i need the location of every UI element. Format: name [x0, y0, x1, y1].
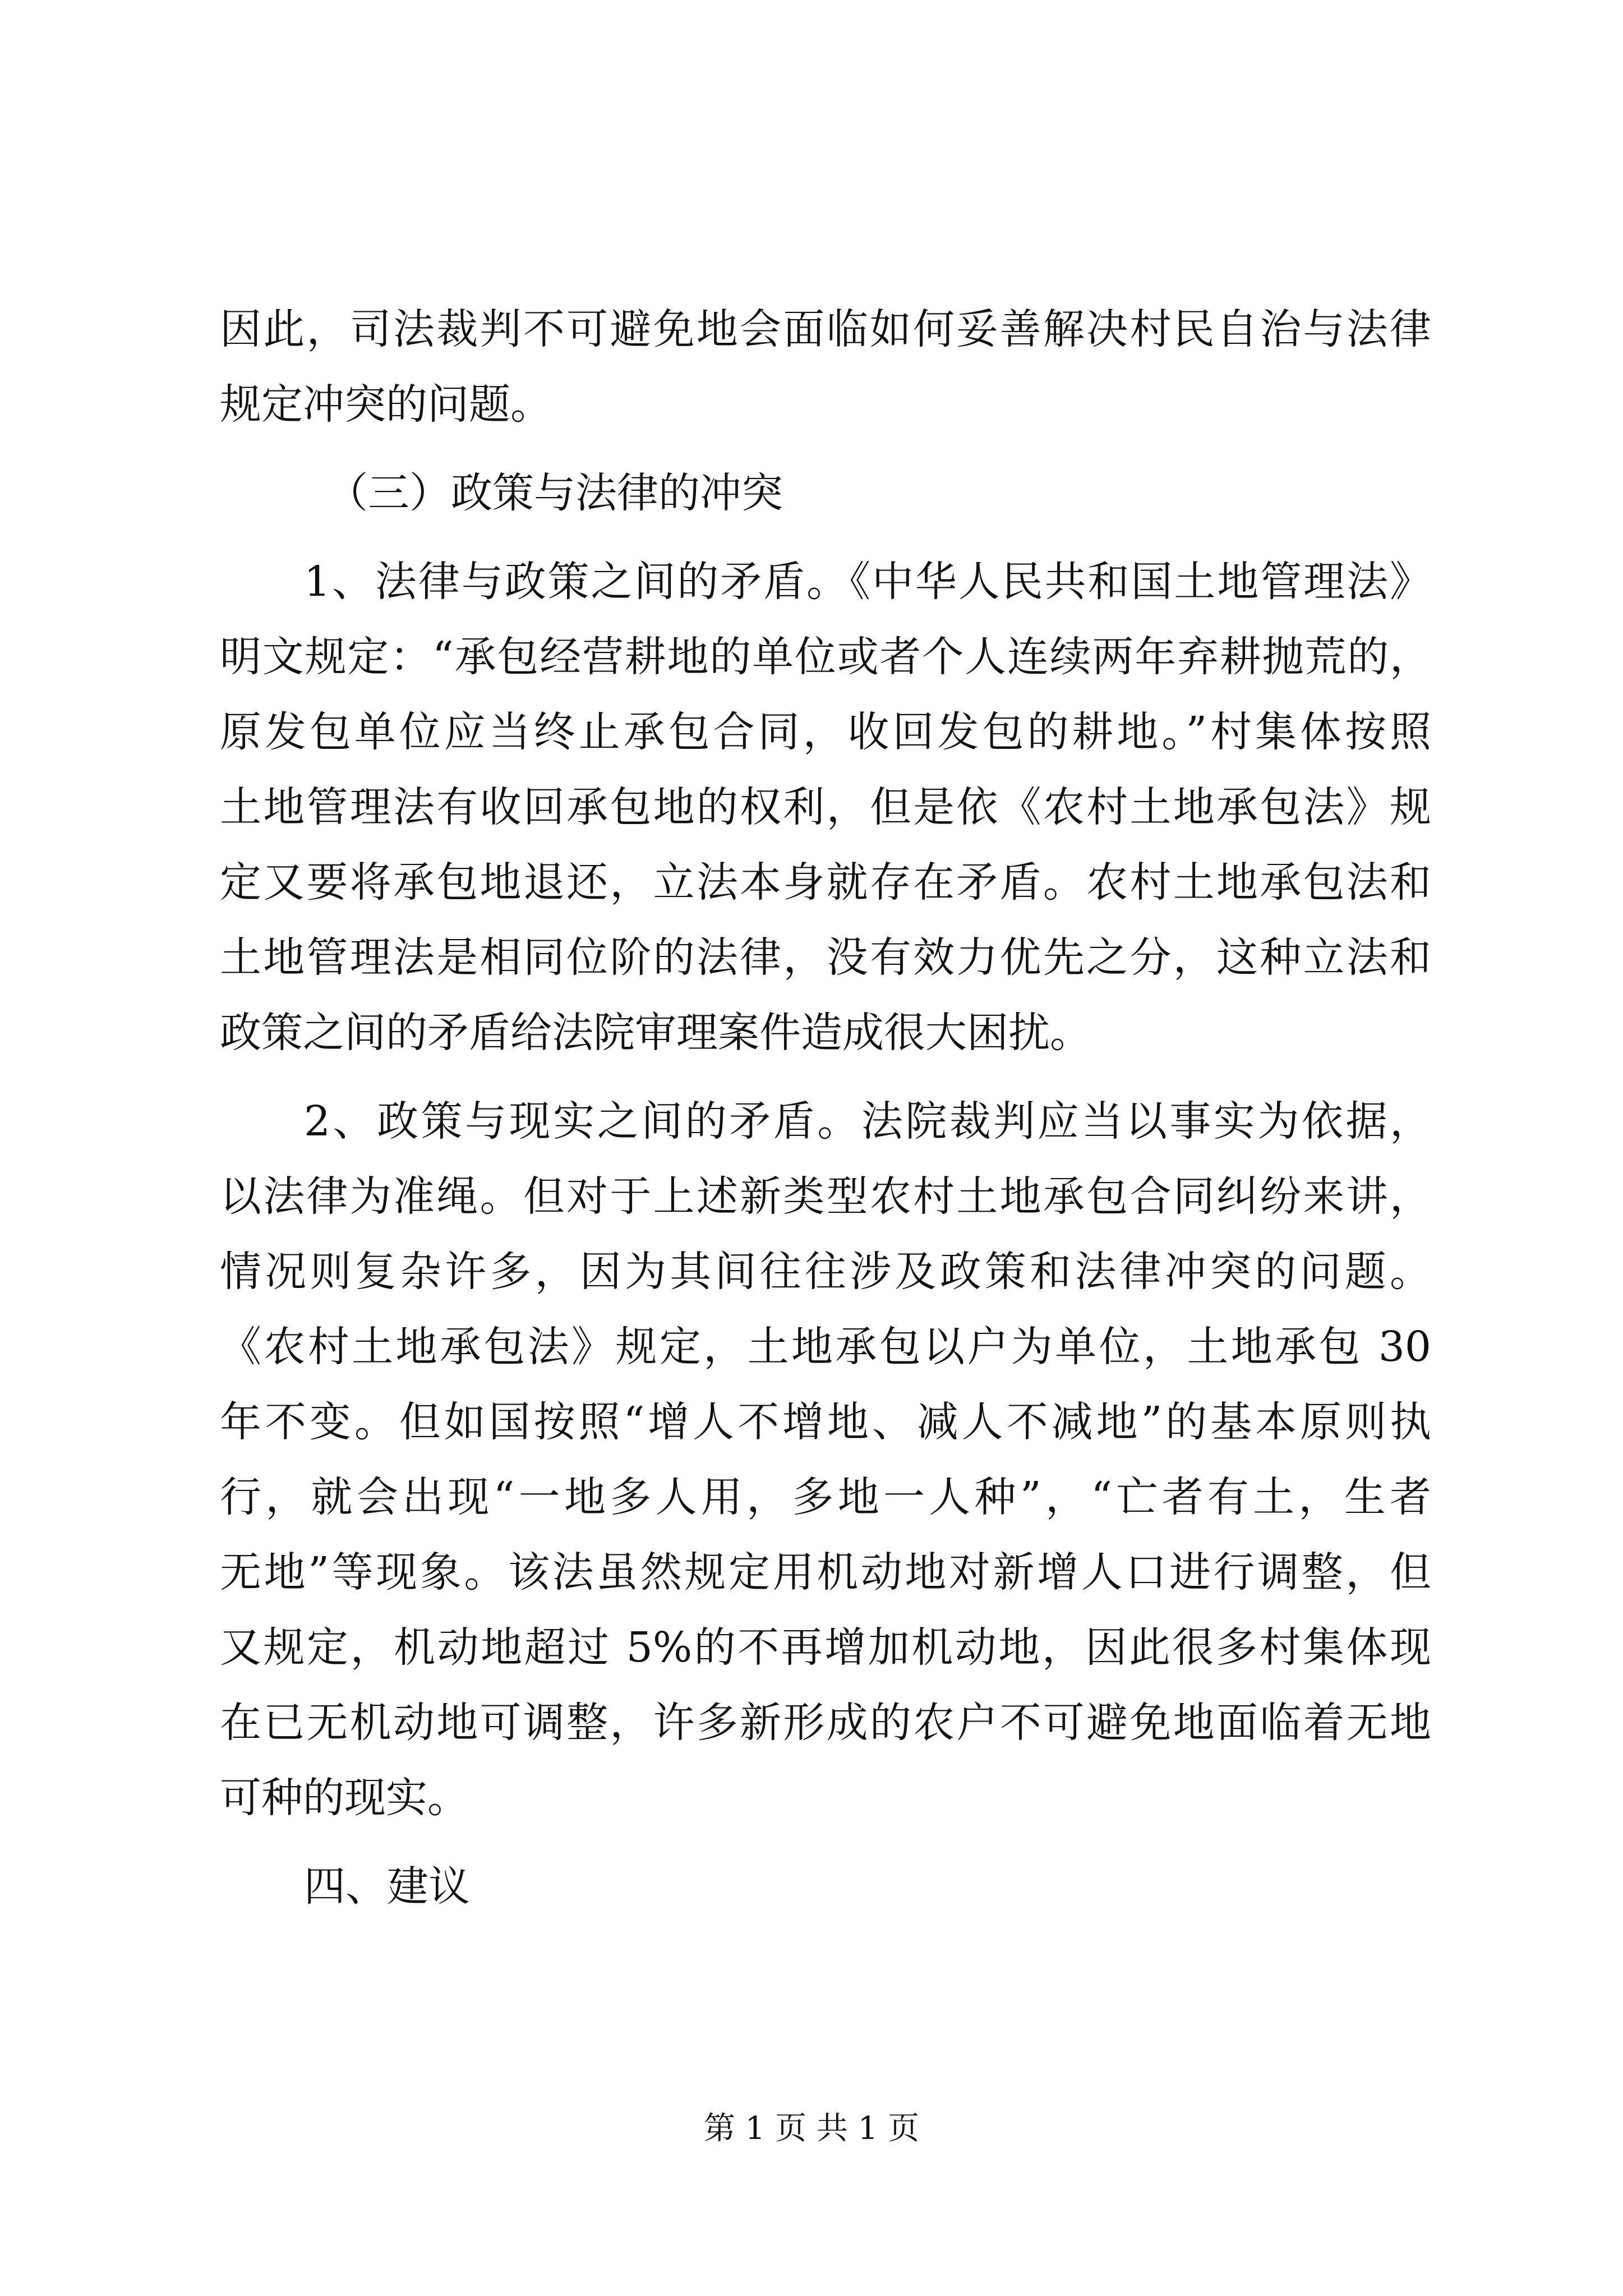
text-line: 政策之间的矛盾给法院审理案件造成很大困扰。	[220, 1009, 1091, 1057]
text-line: 明文规定：“承包经营耕地的单位或者个人连续两年弃耕抛荒的，	[220, 633, 1431, 681]
paragraph-item-1	[220, 544, 1431, 1070]
text-line: 情况则复杂许多，因为其间往往涉及政策和法律冲突的问题。	[220, 1248, 1431, 1296]
heading-text: 四、建议	[304, 1862, 470, 1911]
text-line: 规定冲突的问题。	[220, 380, 552, 429]
text-line: 以法律为准绳。但对于上述新类型农村土地承包合同纠纷来讲，	[220, 1172, 1431, 1221]
paragraph-intro	[220, 292, 1431, 442]
text-line: 在已无机动地可调整，许多新形成的农户不可避免地面临着无地	[220, 1699, 1431, 1747]
text-line: 行，就会出现“一地多人用，多地一人种”，“亡者有土，生者	[220, 1473, 1431, 1521]
section-heading-3	[220, 455, 1431, 531]
heading-text: （三）政策与法律的冲突	[326, 469, 783, 517]
document-body	[220, 292, 1431, 1924]
text-line: 土地管理法有收回承包地的权利，但是依《农村土地承包法》规	[220, 783, 1431, 831]
text-line: 无地”等现象。该法虽然规定用机动地对新增人口进行调整，但	[220, 1548, 1431, 1596]
text-line: 因此，司法裁判不可避免地会面临如何妥善解决村民自治与法律	[220, 305, 1431, 353]
text-line: 土地管理法是相同位阶的法律，没有效力优先之分，这种立法和	[220, 933, 1431, 982]
text-line: 原发包单位应当终止承包合同，收回发包的耕地。”村集体按照	[220, 708, 1431, 756]
page-footer	[0, 2104, 1623, 2148]
text-line: 年不变。但如国按照“增人不增地、减人不减地”的基本原则执	[220, 1398, 1431, 1446]
text-line: 《农村土地承包法》规定，土地承包以户为单位，土地承包 30	[220, 1323, 1431, 1371]
text-line: 定又要将承包地退还，立法本身就存在矛盾。农村土地承包法和	[220, 858, 1431, 907]
text-line: 可种的现实。	[220, 1774, 469, 1822]
page-number-label: 第 1 页 共 1 页	[703, 2110, 920, 2147]
paragraph-item-2	[220, 1084, 1431, 1835]
section-heading-4	[220, 1849, 1431, 1924]
text-line: 又规定，机动地超过 5%的不再增加机动地，因此很多村集体现	[220, 1623, 1431, 1672]
text-line: 1、法律与政策之间的矛盾。《中华人民共和国土地管理法》	[304, 558, 1431, 606]
text-line: 2、政策与现实之间的矛盾。法院裁判应当以事实为依据，	[304, 1097, 1431, 1145]
